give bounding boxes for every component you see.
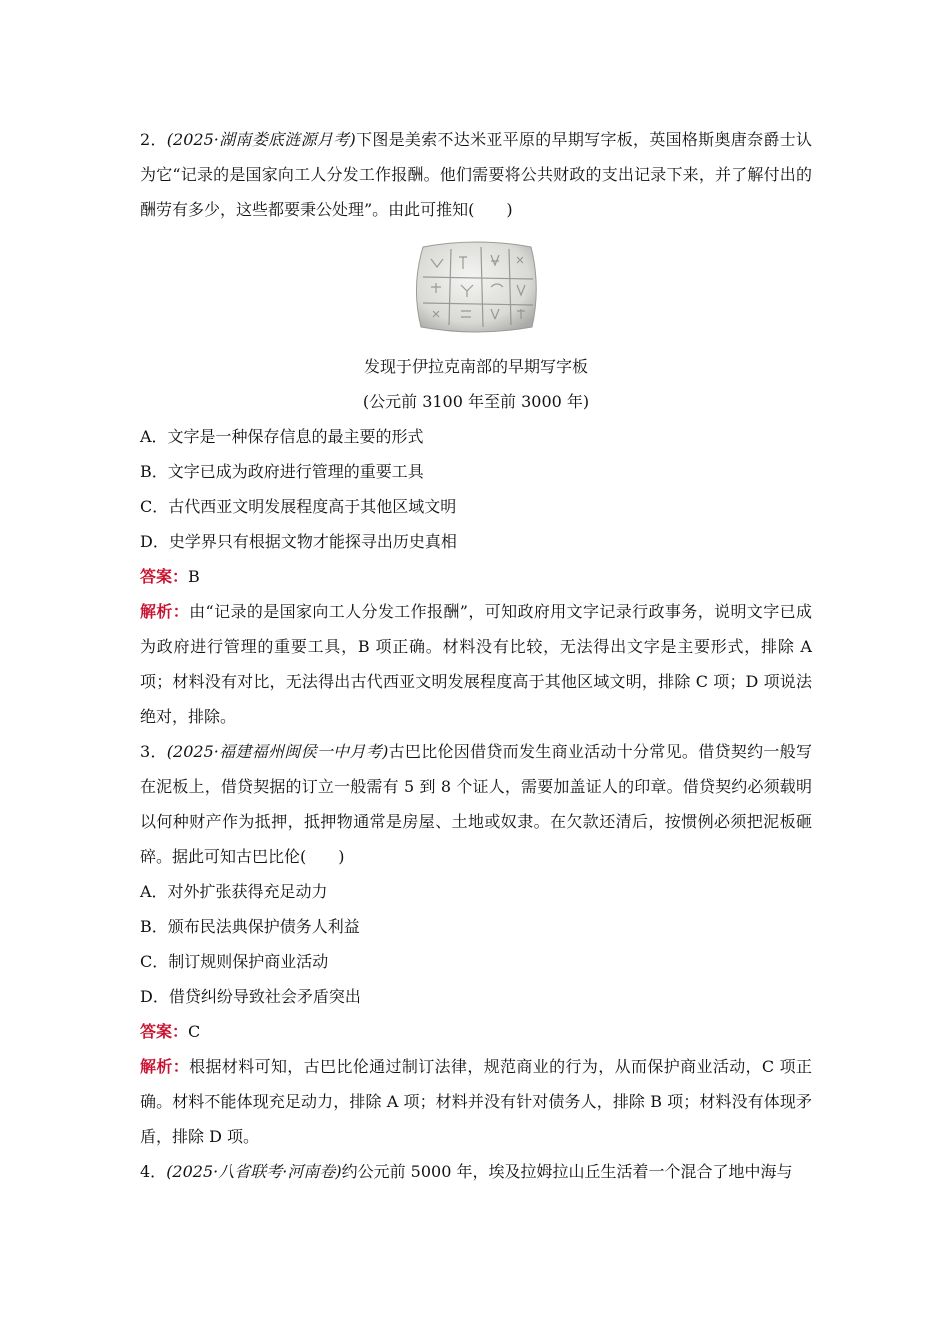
question-2-analysis [140,594,812,734]
question-2-option-d: D．史学界只有根据文物才能探寻出历史真相 [140,532,457,551]
question-2-source: (2025·湖南娄底涟源月考) [166,130,356,149]
answer-label: 答案： [140,1022,189,1041]
analysis-label: 解析： [140,1057,190,1076]
question-3-option-c: C．制订规则保护商业活动 [140,952,329,971]
question-2-answer [140,559,812,594]
question-3-answer [140,1014,812,1049]
question-3-text: 古巴比伦因借贷而发生商业活动十分常见。借贷契约一般写在泥板上，借贷契据的订立一般需有 5 到 8 个证人，需要加盖证人的印章。借贷契约必须载明以何种财产作为抵押，抵押物通常是房屋、土地或奴隶。在欠款还清后，按惯例必须把泥板砸碎。据此可知古巴比伦( ) [140,742,812,866]
question-3-source: (2025·福建福州闽侯一中月考) [166,742,389,761]
question-3-option-d: D．借贷纠纷导致社会矛盾突出 [140,987,361,1006]
question-2-option-a: A．文字是一种保存信息的最主要的形式 [140,427,424,446]
question-3-option-a: A．对外扩张获得充足动力 [140,882,328,901]
document-page [140,122,812,1189]
figure-caption-date: (公元前 3100 年至前 3000 年) [362,392,590,411]
question-4-source: (2025·八省联考·河南卷) [166,1162,342,1181]
question-4-text: 约公元前 5000 年，埃及拉姆拉山丘生活着一个混合了地中海与 [341,1162,793,1181]
analysis-text: 由“记录的是国家向工人分发工作报酬”，可知政府用文字记录行政事务，说明文字已成为政府进行管理的重要工具，B 项正确。材料没有比较，无法得出文字是主要形式，排除 A 项；材料没有对比，无法得出古代西亚文明发展程度高于其他区域文明，排除 C 项；D 项说法绝对，排除。 [140,602,812,726]
clay-tablet-image [411,239,541,335]
question-3-option-b: B．颁布民法典保护债务人利益 [140,917,360,936]
question-2-option-c: C．古代西亚文明发展程度高于其他区域文明 [140,497,457,516]
analysis-text: 根据材料可知，古巴比伦通过制订法律，规范商业的行为，从而保护商业活动，C 项正确。材料不能体现充足动力，排除 A 项；材料并没有针对债务人，排除 B 项；材料没有体现矛盾，排除 D 项。 [140,1057,812,1146]
question-4-stem [140,1154,812,1189]
analysis-label: 解析： [140,602,190,621]
answer-value: B [188,567,200,586]
question-2-number: 2． [140,130,167,149]
question-2-text: 下图是美索不达米亚平原的早期写字板，英国格斯奥唐奈爵士认为它“记录的是国家向工人分发工作报酬。他们需要将公共财政的支出记录下来，并了解付出的酬劳有多少，这些都要秉公处理”。由此可推知( ) [140,130,812,219]
answer-value: C [188,1022,201,1041]
question-2-stem [140,122,812,227]
question-2-option-b: B．文字已成为政府进行管理的重要工具 [140,462,424,481]
question-3-analysis [140,1049,812,1154]
answer-label: 答案： [140,567,189,586]
question-3-number: 3． [140,742,167,761]
figure-caption-title: 发现于伊拉克南部的早期写字板 [363,357,588,376]
question-4-number: 4． [140,1162,167,1181]
question-3-stem [140,734,812,874]
